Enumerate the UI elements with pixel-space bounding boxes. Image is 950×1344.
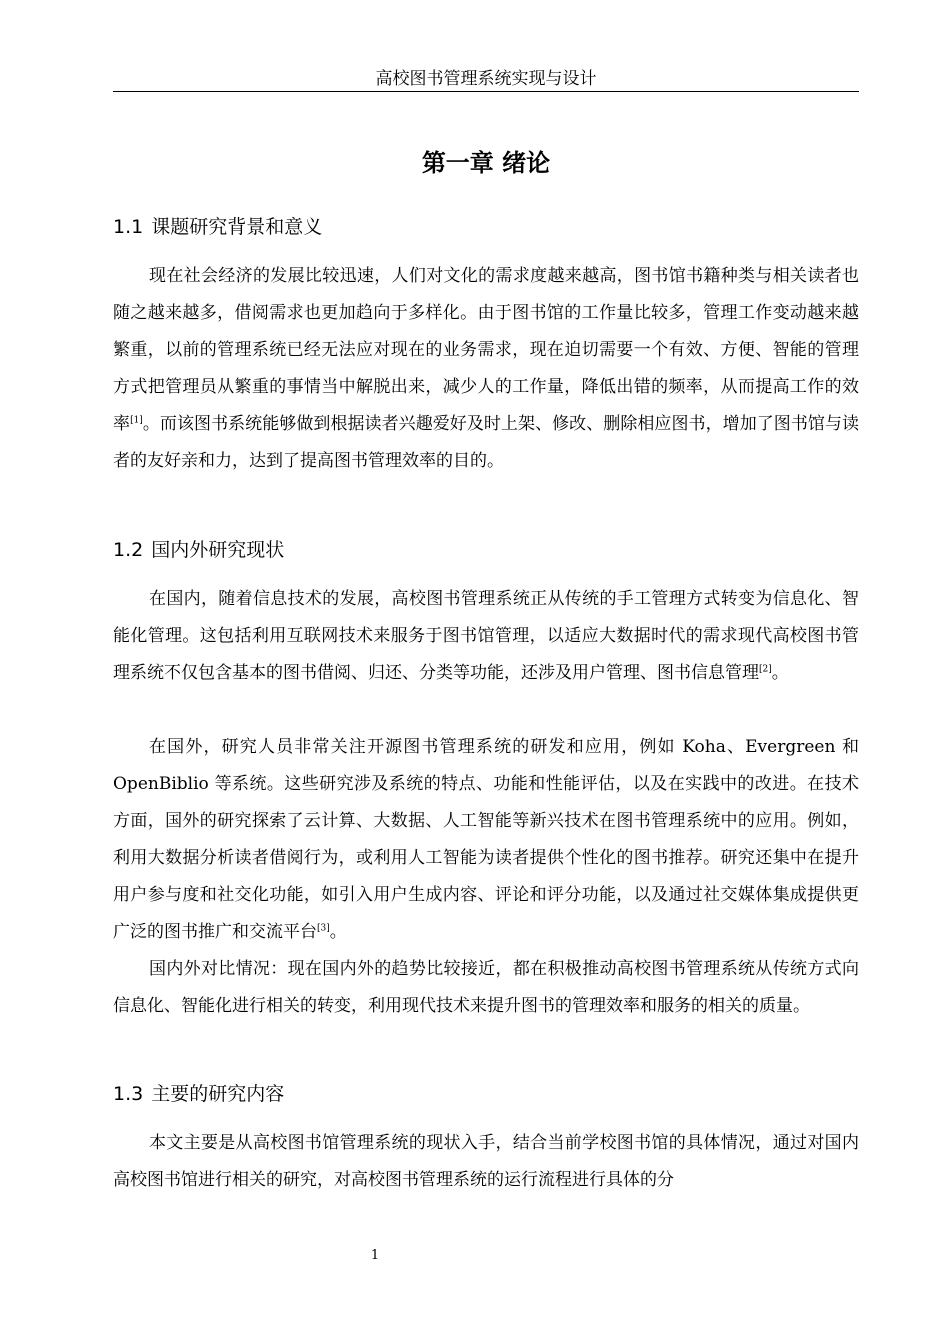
paragraph-text: 。 bbox=[329, 922, 347, 942]
paragraph-text: 。而该图书系统能够做到根据读者兴趣爱好及时上架、修改、删除相应图书，增加了图书馆与读者的友好亲和力，达到了提高图书管理效率的目的。 bbox=[113, 414, 860, 471]
section-title: 课题研究背景和意义 bbox=[151, 216, 323, 238]
citation-ref: [2] bbox=[759, 664, 772, 675]
paragraph-background bbox=[113, 258, 859, 480]
paragraph-text: 国内外对比情况：现在国内外的趋势比较接近，都在积极推动高校图书管理系统从传统方式向信息化、智能化进行相关的转变，利用现代技术来提升图书的管理效率和服务的相关的质量。 bbox=[113, 959, 859, 1016]
paragraph-text: 在国外，研究人员非常关注开源图书管理系统的研发和应用，例如 Koha、Evergreen 和 OpenBiblio 等系统。这些研究涉及系统的特点、功能和性能评估，以及在实践中的改进。在技术方面，国外的研究探索了云计算、大数据、人工智能等新兴技术在图书管理系统中的应用。例如，利用大数据分析读者借阅行为，或利用人工智能为读者提供个性化的图书推荐。研究还集中在提升用户参与度和社交化功能，如引入用户生成内容、评论和评分功能，以及通过社交媒体集成提供更广泛的图书推广和交流平台 bbox=[113, 737, 859, 942]
section-title: 主要的研究内容 bbox=[151, 1083, 285, 1105]
paragraph-text: 本文主要是从高校图书馆管理系统的现状入手，结合当前学校图书馆的具体情况，通过对国内高校图书馆进行相关的研究，对高校图书管理系统的运行流程进行具体的分 bbox=[113, 1133, 859, 1190]
paragraph-text: 在国内，随着信息技术的发展，高校图书管理系统正从传统的手工管理方式转变为信息化、智能化管理。这包括利用互联网技术来服务于图书馆管理，以适应大数据时代的需求现代高校图书管理系统不仅包含基本的图书借阅、归还、分类等功能，还涉及用户管理、图书信息管理 bbox=[113, 589, 859, 683]
section-title: 国内外研究现状 bbox=[151, 539, 285, 561]
page-number: 1 bbox=[370, 1248, 380, 1263]
section-number: 1.2 bbox=[113, 539, 144, 561]
paragraph-research-content bbox=[113, 1125, 859, 1199]
section-heading-1-1 bbox=[113, 214, 322, 240]
running-header: 高校图书管理系统实现与设计 bbox=[113, 68, 859, 92]
paragraph-comparison bbox=[113, 951, 859, 1025]
citation-ref: [3] bbox=[317, 923, 330, 934]
paragraph-domestic-research bbox=[113, 581, 859, 692]
section-heading-1-3 bbox=[113, 1081, 284, 1107]
paragraph-text: 现在社会经济的发展比较迅速，人们对文化的需求度越来越高，图书馆书籍种类与相关读者也随之越来越多，借阅需求也更加趋向于多样化。由于图书馆的工作量比较多，管理工作变动越来越繁重，以前的管理系统已经无法应对现在的业务需求，现在迫切需要一个有效、方便、智能的管理方式把管理员从繁重的事情当中解脱出来，减少人的工作量，降低出错的频率，从而提高工作的效率 bbox=[113, 266, 859, 434]
chapter-title: 第一章 绪论 bbox=[421, 149, 551, 177]
section-number: 1.1 bbox=[113, 216, 144, 238]
paragraph-text: 。 bbox=[771, 663, 789, 683]
section-number: 1.3 bbox=[113, 1083, 144, 1105]
citation-ref: [1] bbox=[130, 415, 143, 426]
paragraph-foreign-research bbox=[113, 729, 859, 951]
section-heading-1-2 bbox=[113, 537, 284, 563]
